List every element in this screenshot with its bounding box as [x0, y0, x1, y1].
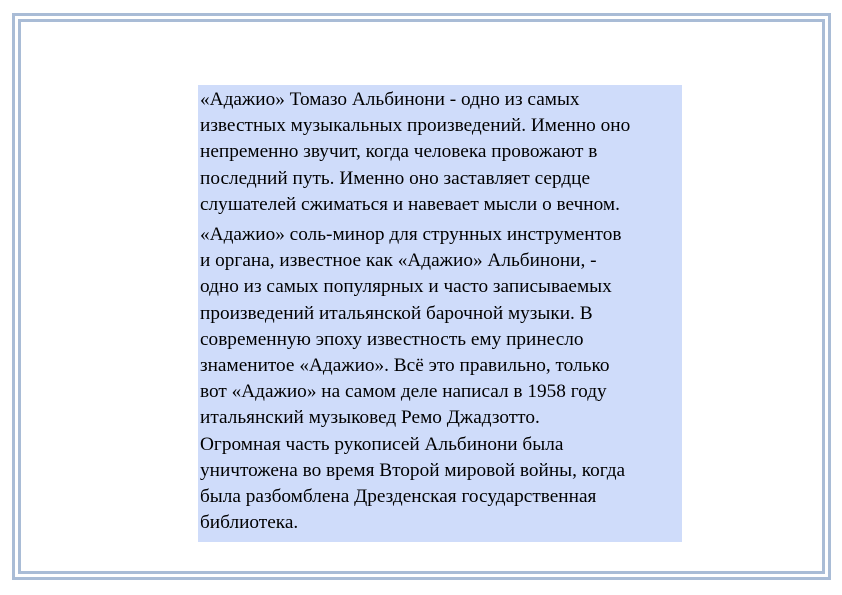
paragraph-history: «Адажио» соль-минор для струнных инструментов и органа, известное как «Адажио» Альбинони, - одно из самых популярных и часто записываемых произведений итальянской барочной музыки. В современную эпоху известность ему принесло знаменитое «Адажио». Всё это правильно, только вот «Адажио» на самом деле написал в 1958 году итальянский музыковед Ремо Джадзотто. Огромная часть рукописей Альбинони была уничтожена во время Второй мировой войны, когда была разбомблена Дрезденская государственная библиотека.: [200, 224, 626, 534]
text-box: [198, 85, 682, 542]
paragraph-intro: «Адажио» Томазо Альбинони - одно из самых известных музыкальных произведений. Именно оно непременно звучит, когда человека провожают в последний путь. Именно оно заставляет сердце слушателей сжиматься и навевает мысли о вечном.: [200, 89, 631, 215]
